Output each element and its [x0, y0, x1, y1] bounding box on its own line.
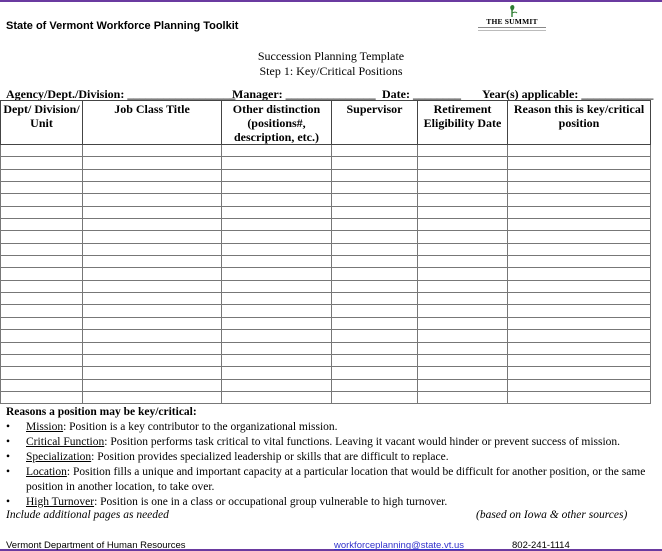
table-cell[interactable] [418, 231, 508, 243]
table-cell[interactable] [83, 391, 222, 403]
table-cell[interactable] [332, 182, 418, 194]
summit-logo [472, 4, 552, 34]
top-border [0, 0, 662, 2]
table-cell[interactable] [1, 194, 83, 206]
footer-phone: 802-241-1114 [512, 540, 570, 551]
table-cell[interactable] [508, 219, 651, 231]
table-row [1, 293, 651, 305]
table-cell[interactable] [222, 243, 332, 255]
table-cell[interactable] [508, 317, 651, 329]
reason-term: Critical Function [26, 436, 105, 448]
table-cell[interactable] [83, 330, 222, 342]
reason-text: : Position performs task critical to vital functions. Leaving it vacant would hinder or prevent success of mission. [104, 436, 621, 448]
table-cell[interactable] [508, 280, 651, 292]
footer-department: Vermont Department of Human Resources [6, 540, 186, 551]
table-cell[interactable] [332, 342, 418, 354]
table-cell[interactable] [508, 293, 651, 305]
logo-name: THE SUMMIT [486, 17, 538, 26]
reason-text: : Position fills a unique and important capacity at a particular location that would be difficult for another position, or the same position in another location, to take over. [26, 466, 646, 493]
table-cell[interactable] [83, 256, 222, 268]
table-cell[interactable] [508, 354, 651, 366]
table-row [1, 342, 651, 354]
table-cell[interactable] [418, 268, 508, 280]
table-cell[interactable] [418, 243, 508, 255]
bullet: • [6, 436, 11, 448]
table-row [1, 330, 651, 342]
reason-item [6, 495, 656, 510]
table-cell[interactable] [222, 379, 332, 391]
table-cell[interactable] [222, 354, 332, 366]
table-cell[interactable] [418, 379, 508, 391]
bullet: • [6, 496, 11, 508]
table-body [1, 145, 651, 404]
logo-tagline [478, 27, 546, 31]
table-cell[interactable] [222, 280, 332, 292]
agency-field[interactable]: Agency/Dept./Division: __________________ [6, 87, 236, 101]
table-cell[interactable] [83, 317, 222, 329]
manager-field[interactable]: Manager: _______________ [232, 87, 376, 101]
bullet: • [6, 466, 11, 478]
table-row [1, 317, 651, 329]
reason-text: : Position is a key contributor to the organizational mission. [63, 421, 338, 433]
table-cell[interactable] [83, 145, 222, 157]
table-row [1, 256, 651, 268]
reason-item [6, 450, 656, 465]
table-cell[interactable] [1, 243, 83, 255]
table-cell[interactable] [222, 256, 332, 268]
column-header-job-class: Job Class Title [83, 101, 222, 145]
table-cell[interactable] [222, 169, 332, 181]
table-cell[interactable] [222, 194, 332, 206]
table-row [1, 157, 651, 169]
table-row [1, 305, 651, 317]
table-cell[interactable] [1, 280, 83, 292]
table-cell[interactable] [83, 169, 222, 181]
table-cell[interactable] [222, 157, 332, 169]
bullet: • [6, 451, 11, 463]
table-cell[interactable] [222, 145, 332, 157]
table-cell[interactable] [332, 256, 418, 268]
column-header-dept: Dept/ Division/ Unit [1, 101, 83, 145]
footer-email-link[interactable]: workforceplanning@state.vt.us [334, 540, 465, 551]
table-cell[interactable] [1, 379, 83, 391]
table-cell[interactable] [332, 317, 418, 329]
tree-icon [472, 4, 552, 18]
table-cell[interactable] [1, 157, 83, 169]
table-cell[interactable] [222, 391, 332, 403]
table-cell[interactable] [508, 206, 651, 218]
table-cell[interactable] [222, 219, 332, 231]
table-cell[interactable] [83, 342, 222, 354]
table-row [1, 182, 651, 194]
table-cell[interactable] [508, 145, 651, 157]
table-cell[interactable] [332, 354, 418, 366]
table-cell[interactable] [418, 293, 508, 305]
table-cell[interactable] [1, 391, 83, 403]
table-cell[interactable] [222, 293, 332, 305]
table-cell[interactable] [508, 243, 651, 255]
years-field[interactable]: Year(s) applicable: ____________ [482, 87, 654, 101]
table-cell[interactable] [83, 354, 222, 366]
reason-term: Mission [26, 421, 64, 433]
table-cell[interactable] [332, 280, 418, 292]
table-cell[interactable] [222, 231, 332, 243]
table-cell[interactable] [1, 268, 83, 280]
table-row [1, 354, 651, 366]
table-cell[interactable] [1, 231, 83, 243]
table-cell[interactable] [418, 169, 508, 181]
column-header-retirement-date: Retirement Eligibility Date [418, 101, 508, 145]
table-cell[interactable] [332, 391, 418, 403]
table-cell[interactable] [508, 157, 651, 169]
table-cell[interactable] [222, 268, 332, 280]
table-cell[interactable] [83, 219, 222, 231]
table-cell[interactable] [222, 317, 332, 329]
table-row [1, 194, 651, 206]
table-cell[interactable] [418, 330, 508, 342]
table-row [1, 206, 651, 218]
table-row [1, 367, 651, 379]
table-cell[interactable] [508, 379, 651, 391]
table-cell[interactable] [332, 305, 418, 317]
table-cell[interactable] [418, 194, 508, 206]
table-cell[interactable] [508, 169, 651, 181]
table-cell[interactable] [418, 305, 508, 317]
table-cell[interactable] [1, 293, 83, 305]
table-cell[interactable] [332, 145, 418, 157]
template-title: Succession Planning Template [257, 49, 405, 63]
reason-item [6, 465, 656, 495]
table-cell[interactable] [1, 330, 83, 342]
table-cell[interactable] [418, 280, 508, 292]
table-cell[interactable] [83, 305, 222, 317]
table-cell[interactable] [83, 182, 222, 194]
table-cell[interactable] [332, 157, 418, 169]
table-row [1, 280, 651, 292]
table-cell[interactable] [508, 194, 651, 206]
table-cell[interactable] [83, 280, 222, 292]
table-header-row [1, 101, 651, 145]
table-cell[interactable] [332, 194, 418, 206]
table-cell[interactable] [1, 305, 83, 317]
key-positions-table [0, 100, 651, 404]
table-cell[interactable] [1, 145, 83, 157]
table-cell[interactable] [418, 317, 508, 329]
column-header-supervisor: Supervisor [332, 101, 418, 145]
table-cell[interactable] [418, 219, 508, 231]
additional-pages-note: Include additional pages as needed [6, 509, 169, 521]
reason-text: : Position is one in a class or occupational group vulnerable to high turnover. [94, 496, 448, 508]
table-cell[interactable] [332, 379, 418, 391]
table-cell[interactable] [1, 354, 83, 366]
bullet: • [6, 421, 11, 433]
table-cell[interactable] [83, 379, 222, 391]
table-row [1, 243, 651, 255]
table-cell[interactable] [1, 256, 83, 268]
table-cell[interactable] [508, 367, 651, 379]
sources-note: (based on Iowa & other sources) [476, 509, 628, 521]
table-cell[interactable] [1, 169, 83, 181]
reason-item [6, 435, 656, 450]
table-cell[interactable] [332, 330, 418, 342]
table-cell[interactable] [1, 317, 83, 329]
table-cell[interactable] [1, 342, 83, 354]
table-cell[interactable] [83, 293, 222, 305]
table-row [1, 268, 651, 280]
table-cell[interactable] [332, 206, 418, 218]
table-cell[interactable] [332, 243, 418, 255]
table-row [1, 219, 651, 231]
table-cell[interactable] [332, 367, 418, 379]
table-cell[interactable] [418, 367, 508, 379]
table-cell[interactable] [332, 219, 418, 231]
table-cell[interactable] [418, 157, 508, 169]
reason-term: High Turnover [26, 496, 95, 508]
table-cell[interactable] [1, 367, 83, 379]
table-cell[interactable] [222, 305, 332, 317]
column-header-other-distinction: Other distinction (positions#, description, etc.) [222, 101, 332, 145]
table-cell[interactable] [83, 367, 222, 379]
table-cell[interactable] [332, 293, 418, 305]
table-cell[interactable] [418, 206, 508, 218]
template-subtitle: Step 1: Key/Critical Positions [259, 64, 403, 78]
reasons-title: Reasons a position may be key/critical: [6, 406, 197, 418]
date-field[interactable]: Date: ________ [382, 87, 461, 101]
table-row [1, 391, 651, 403]
table-cell[interactable] [222, 342, 332, 354]
table-row [1, 231, 651, 243]
table-cell[interactable] [222, 182, 332, 194]
table-cell[interactable] [1, 182, 83, 194]
table-cell[interactable] [508, 231, 651, 243]
table-cell[interactable] [332, 169, 418, 181]
table-cell[interactable] [418, 256, 508, 268]
table-cell[interactable] [418, 354, 508, 366]
table-cell[interactable] [1, 219, 83, 231]
table-cell[interactable] [508, 305, 651, 317]
column-header-reason: Reason this is key/critical position [508, 101, 651, 145]
table-row [1, 169, 651, 181]
table-cell[interactable] [508, 256, 651, 268]
table-cell[interactable] [418, 182, 508, 194]
table-cell[interactable] [508, 268, 651, 280]
table-cell[interactable] [83, 206, 222, 218]
table-cell[interactable] [83, 243, 222, 255]
table-cell[interactable] [418, 145, 508, 157]
table-cell[interactable] [222, 206, 332, 218]
table-cell[interactable] [1, 206, 83, 218]
table-cell[interactable] [83, 157, 222, 169]
table-cell[interactable] [508, 342, 651, 354]
form-fields [6, 87, 656, 101]
table-row [1, 145, 651, 157]
table-cell[interactable] [418, 342, 508, 354]
reason-item [6, 420, 656, 435]
table-cell[interactable] [508, 391, 651, 403]
table-cell[interactable] [83, 194, 222, 206]
table-cell[interactable] [222, 367, 332, 379]
reasons-section [6, 405, 656, 510]
table-cell[interactable] [332, 268, 418, 280]
reason-term: Location [26, 466, 67, 478]
table-cell[interactable] [222, 330, 332, 342]
table-cell[interactable] [83, 231, 222, 243]
table-cell[interactable] [332, 231, 418, 243]
table-cell[interactable] [83, 268, 222, 280]
table-cell[interactable] [508, 182, 651, 194]
reason-term: Specialization [26, 451, 92, 463]
table-cell[interactable] [418, 391, 508, 403]
reason-text: : Position provides specialized leadership or skills that are difficult to replace. [91, 451, 449, 463]
table-cell[interactable] [508, 330, 651, 342]
toolkit-title: State of Vermont Workforce Planning Toolkit [6, 20, 239, 32]
reasons-list [6, 420, 656, 510]
table-row [1, 379, 651, 391]
